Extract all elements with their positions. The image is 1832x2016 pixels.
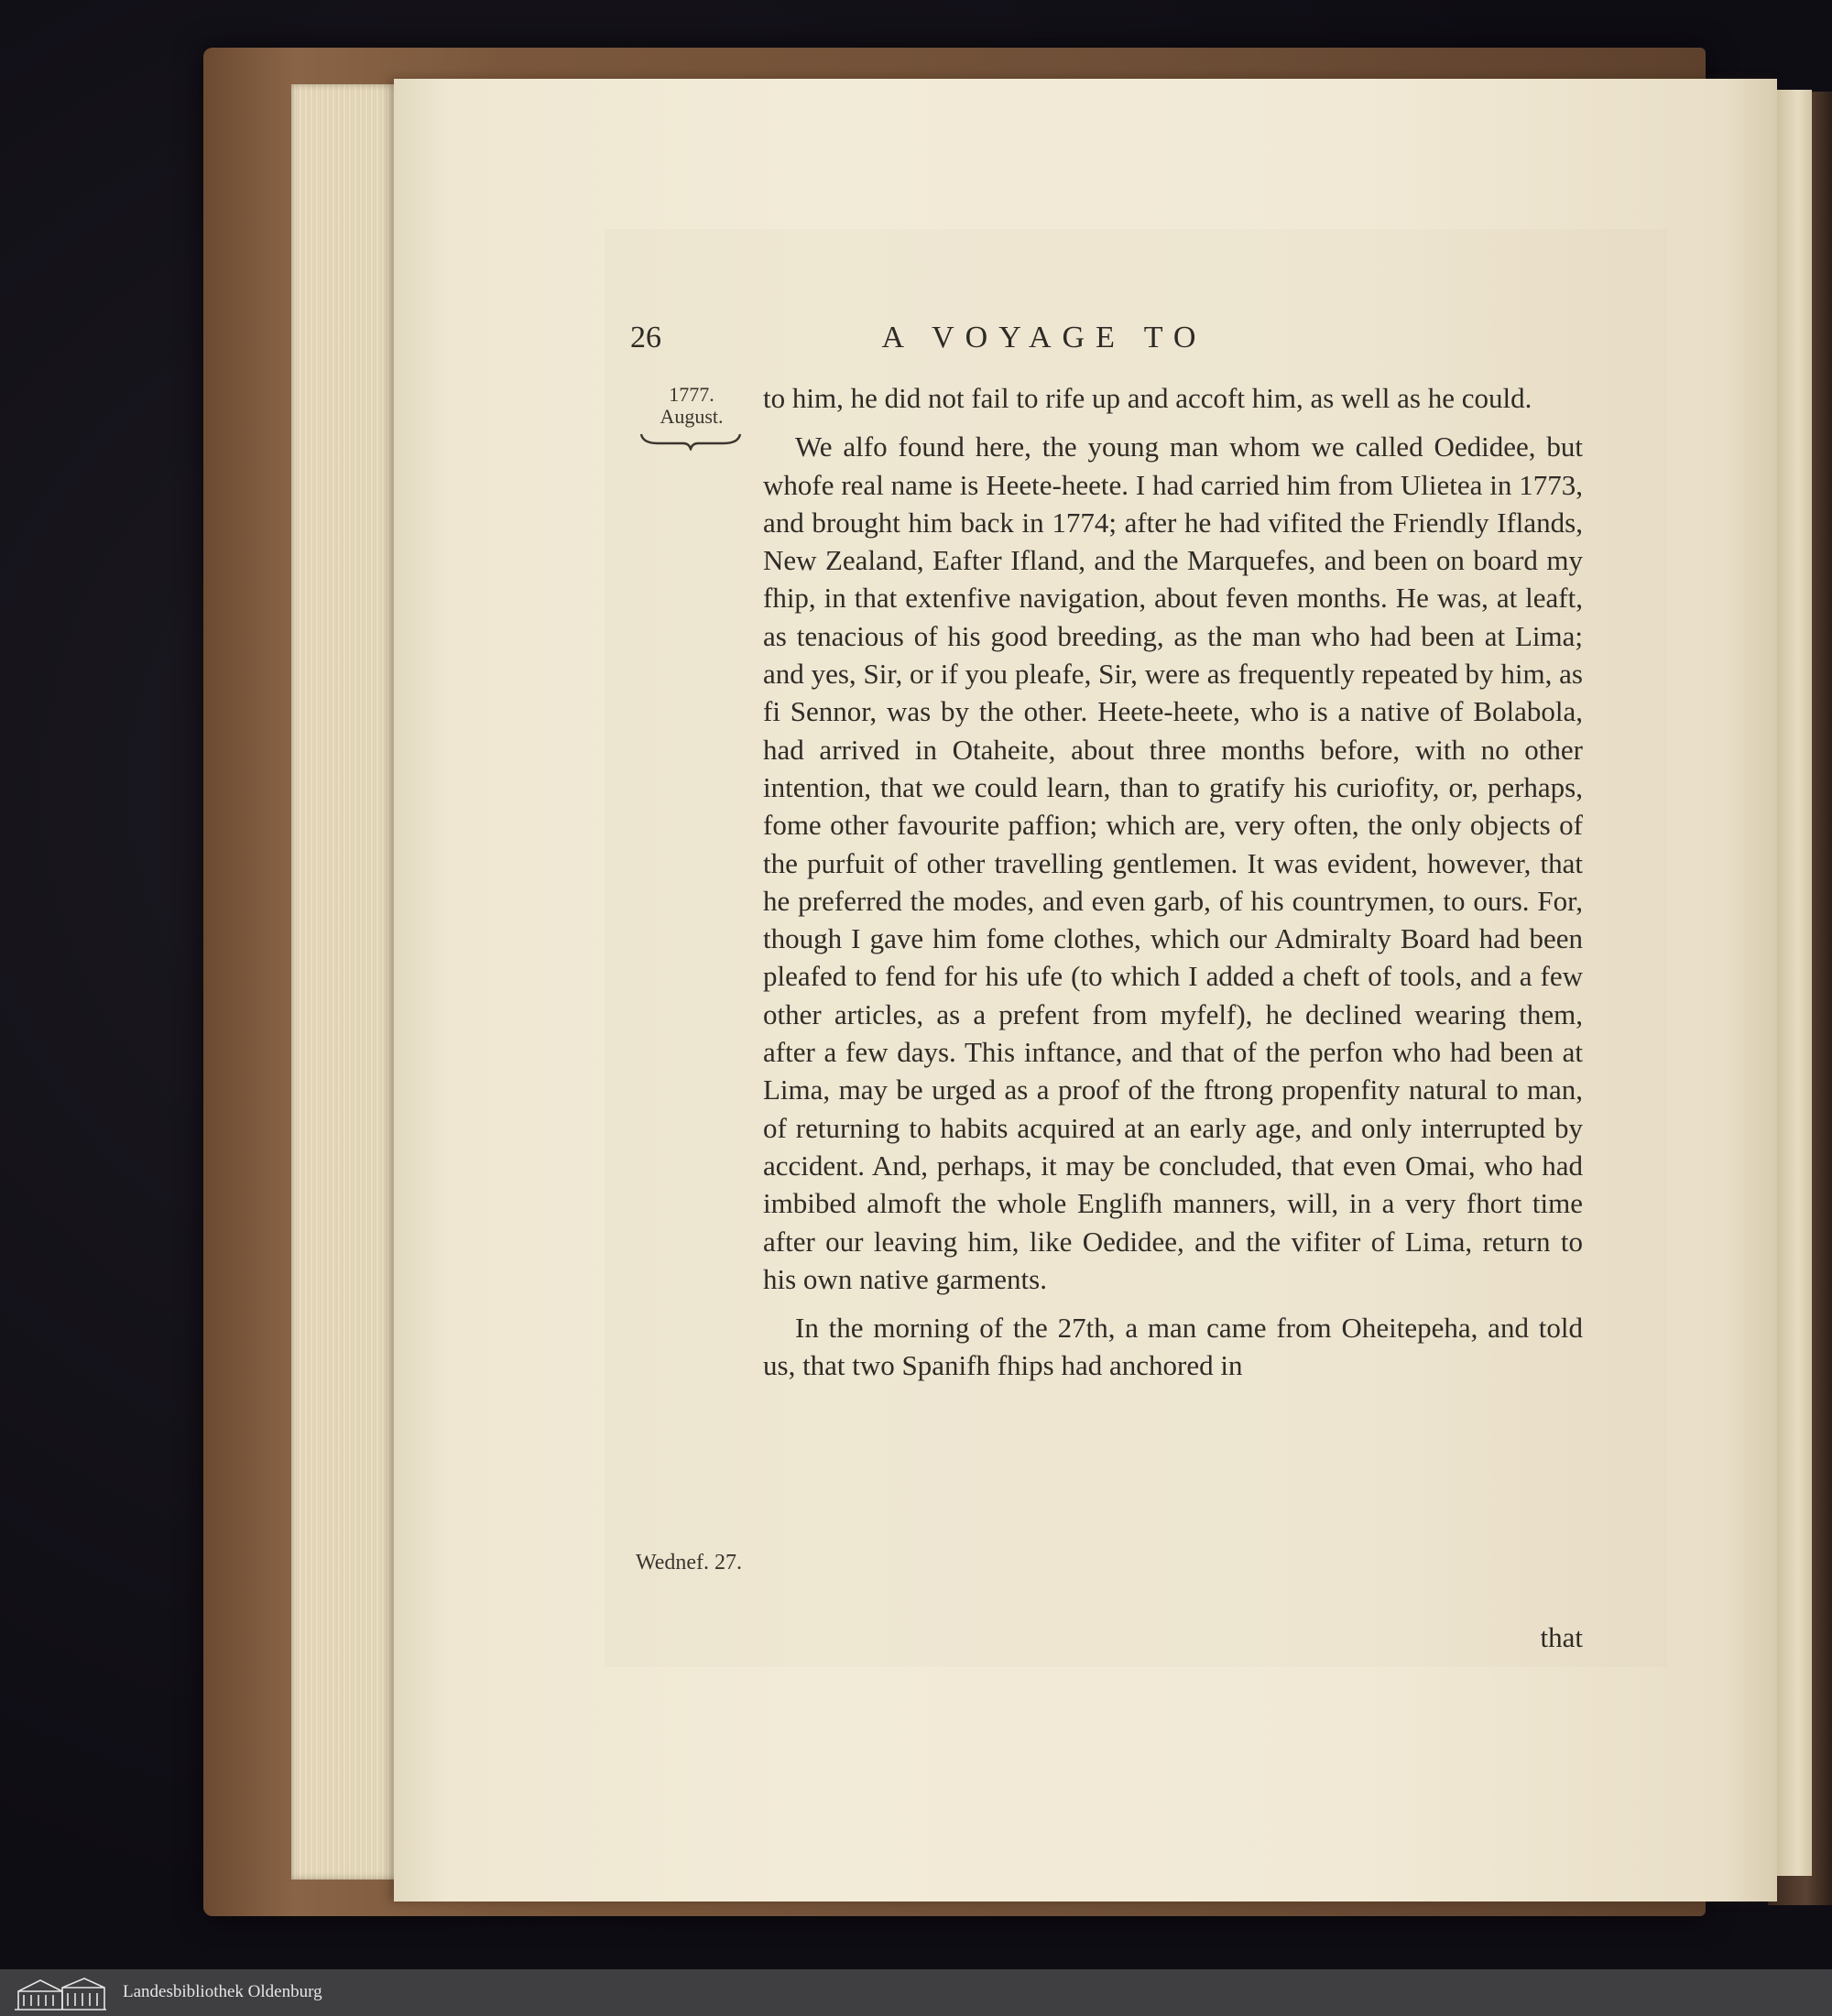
running-title: A VOYAGE TO [881, 321, 1207, 354]
margin-brace-icon [639, 429, 742, 451]
library-building-icon[interactable] [13, 1975, 108, 2011]
body-text [763, 379, 1583, 1385]
paragraph-continuation: to him, he did not fail to rife up and accoft him, as well as he could. [763, 382, 1532, 414]
page-number: 26 [630, 321, 661, 354]
library-name[interactable]: Landesbibliothek Oldenburg [123, 1982, 322, 2001]
facing-page-edge [1777, 90, 1812, 1876]
margin-note-month: August. [660, 405, 724, 428]
margin-note-date: Wednef. 27. [636, 1551, 743, 1575]
paragraph-morning: In the morning of the 27th, a man came from Oheitepeha, and told us, that two Spanifh fhips had anchored in [763, 1312, 1583, 1382]
paragraph-oedidee: We alfo found here, the young man whom we called Oedidee, but whofe real name is Heete-heete. I had carried him from Ulietea in 1773, and brought him back in 1774; after he had vifited the Friendly Iflands, New Zealand, Eafter Ifland, and the Marquefes, and been on board my fhip, in that extenfive navigation, about feven months. He was, at leaft, as tenacious of his good breeding, as the man who had been at Lima; and yes, Sir, or if you pleafe, Sir, were as frequently repeated by him, as fi Sennor, was by the other. Heete-heete, who is a native of Bolabola, had arrived in Otaheite, about three months before, with no other intention, that we could learn, than to gratify his curiofity, or, perhaps, fome other favourite paffion; which are, very often, the only objects of the purfuit of other travelling gentlemen. It was evident, however, that he preferred the modes, and even garb, of his countrymen, to ours. For, though I gave him fome clothes, which our Admiralty Board had been pleafed to fend for his ufe (to which I added a cheft of tools, and a few other articles, as a prefent from myfelf), he declined wearing them, after a few days. This inftance, and that of the perfon who had been at Lima, may be urged as a proof of the ftrong propenfity natural to man, of returning to habits acquired at an early age, and only interrupted by accident. And, perhaps, it may be concluded, that even Omai, who had imbibed almoft the whole Englifh manners, will, in a very fhort time after our leaving him, like Oedidee, and the vifiter of Lima, return to his own native garments. [763, 430, 1583, 1295]
catchword: that [1540, 1621, 1583, 1653]
footer-bar [0, 1969, 1832, 2016]
margin-note-year: 1777. [669, 383, 714, 406]
